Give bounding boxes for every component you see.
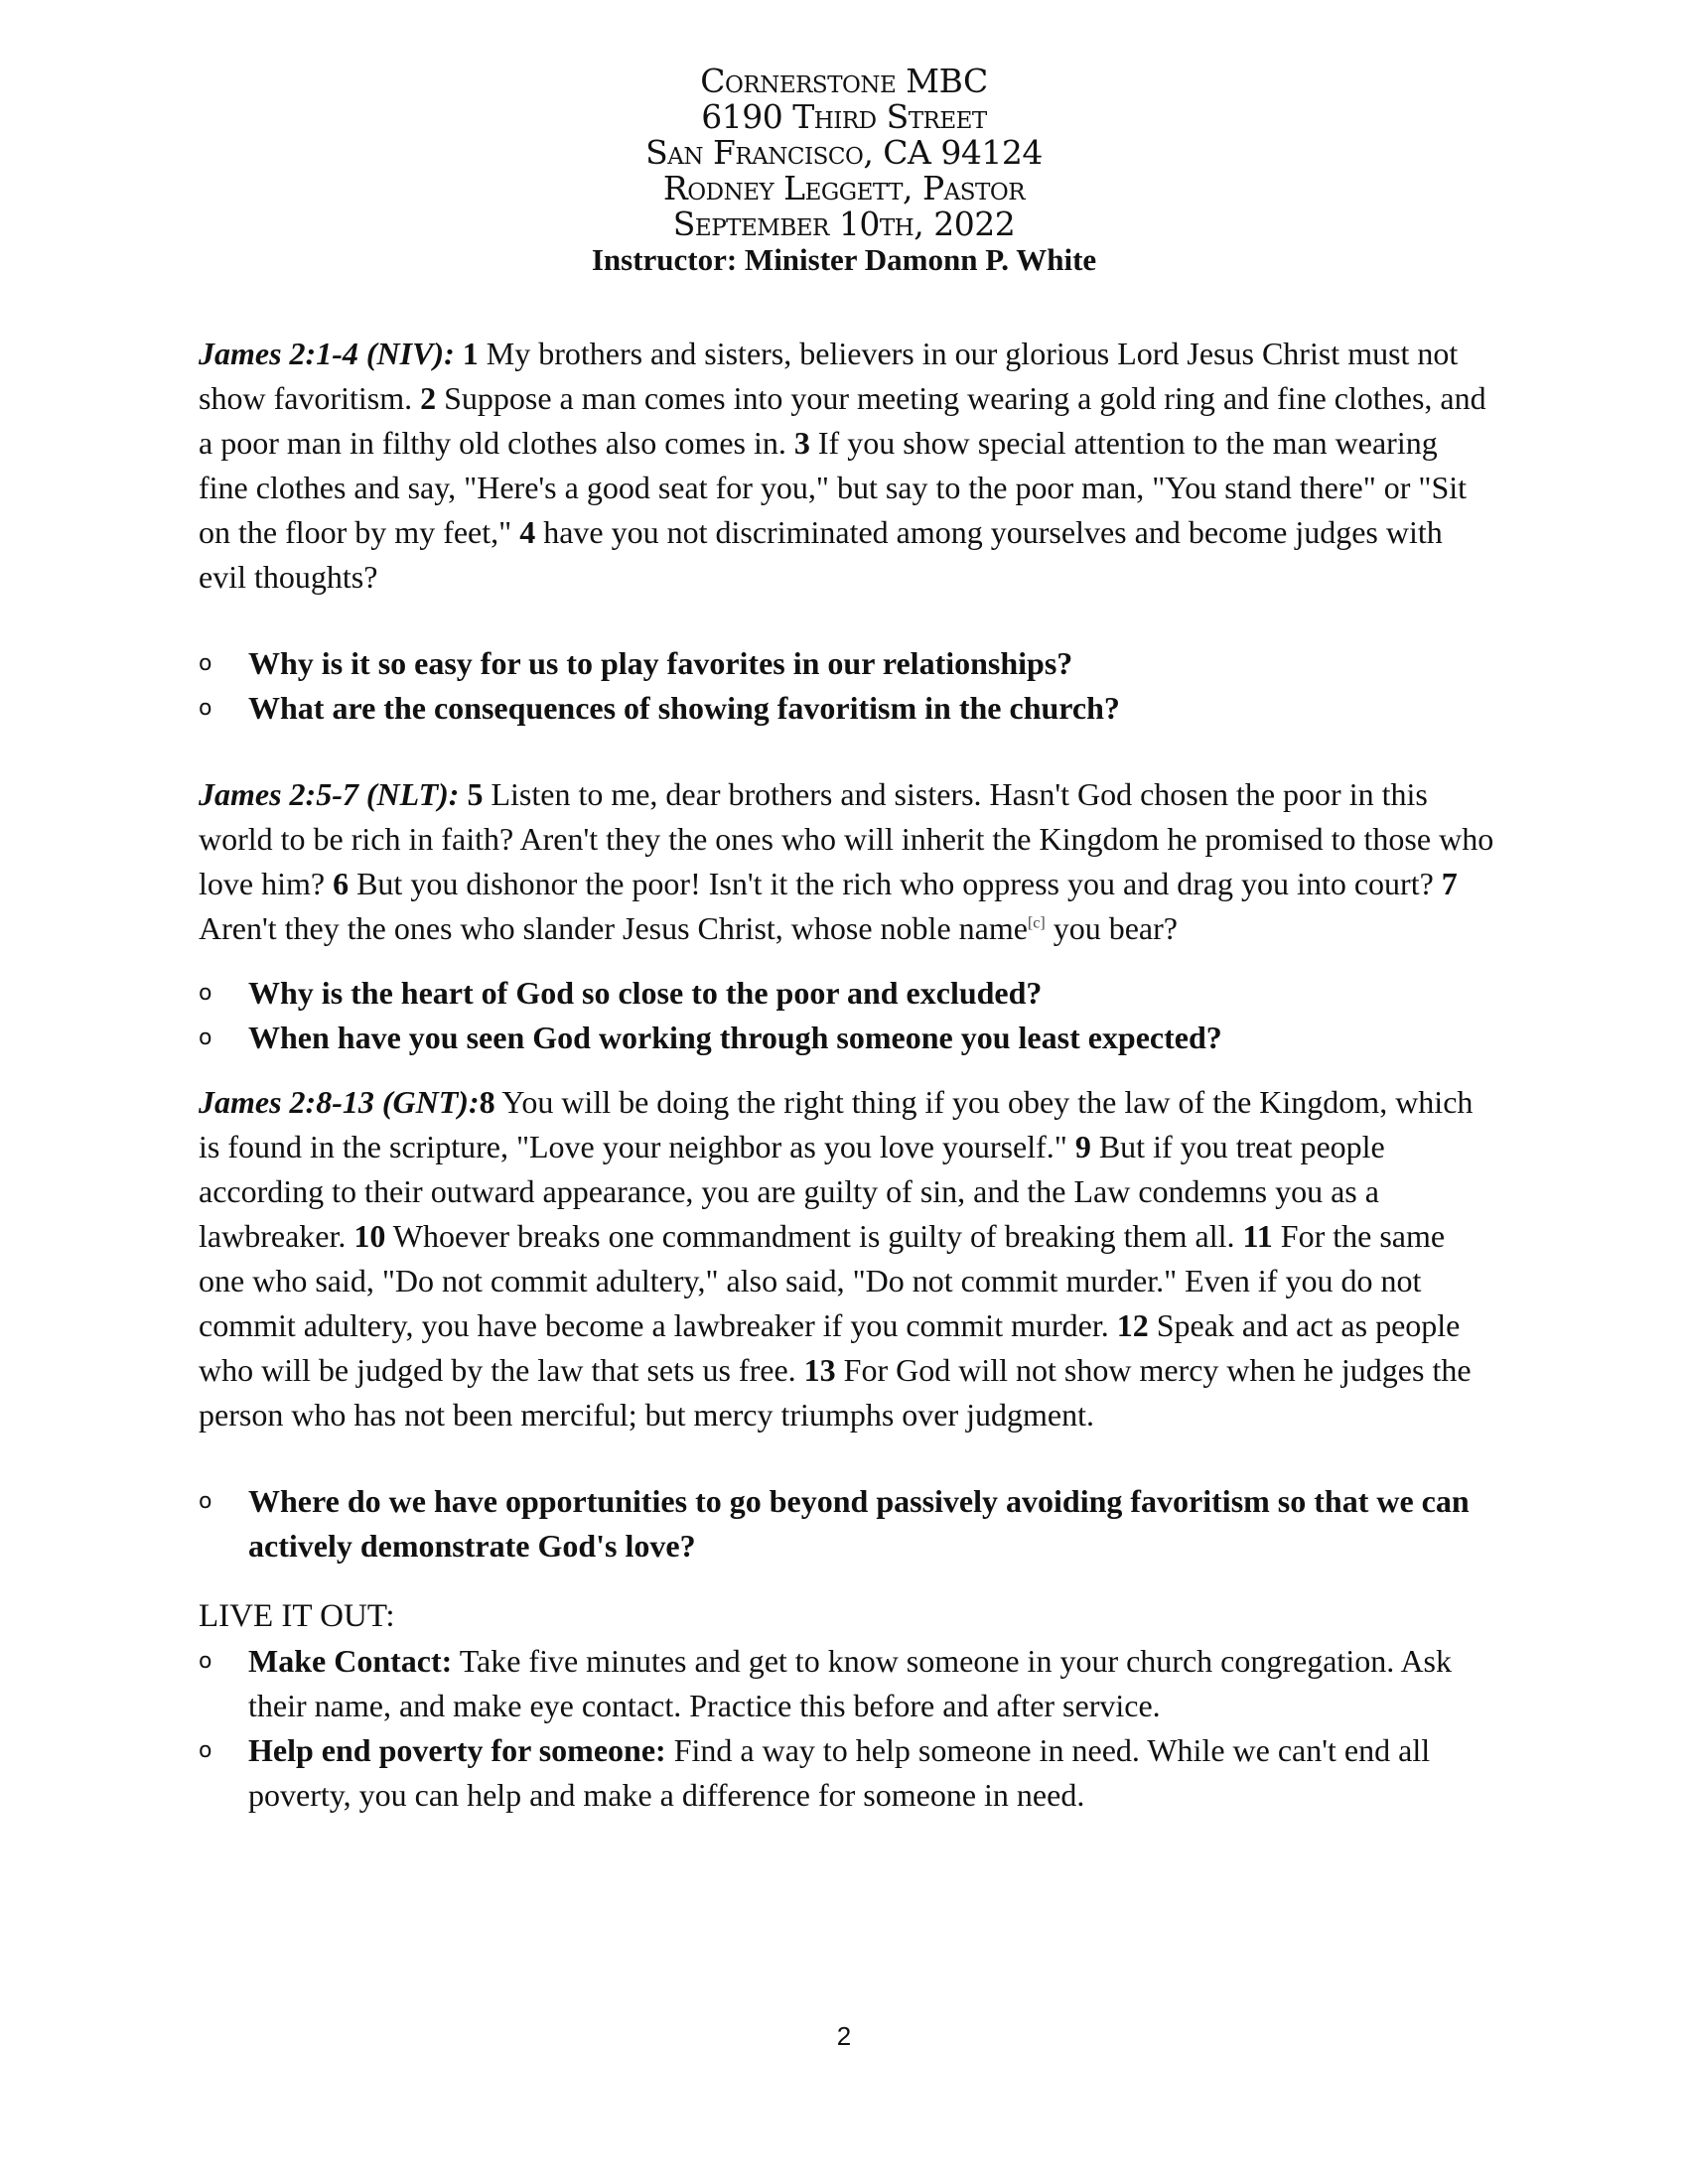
verse-text: have you not discriminated among yourselves and become judges with evil thoughts? bbox=[199, 514, 1443, 595]
bullet-circle-icon: o bbox=[199, 696, 212, 721]
verse-number: 5 bbox=[467, 776, 484, 812]
bullet-circle-icon: o bbox=[199, 981, 212, 1006]
church-city: San Francisco, CA 94124 bbox=[645, 133, 1043, 172]
page-number: 2 bbox=[836, 2021, 852, 2051]
bullet-circle-icon: o bbox=[199, 1025, 212, 1050]
letterhead bbox=[0, 64, 1688, 278]
verse-text: Suppose a man comes into your meeting wearing a gold ring and fine clothes, and a poor man in filthy old clothes also comes in. bbox=[199, 380, 1486, 461]
footnote-marker: [c] bbox=[1027, 914, 1046, 932]
pastor-line: Rodney Leggett, Pastor bbox=[662, 169, 1026, 207]
church-name: Cornerstone MBC bbox=[700, 62, 988, 100]
verse-number: 4 bbox=[519, 514, 536, 550]
passage-james-2-1-4 bbox=[199, 332, 1494, 600]
action-text: Find a way to help someone in need. While we can't end all poverty, you can help and make a difference for someone in need. bbox=[248, 1732, 1431, 1813]
passage-james-2-5-7 bbox=[199, 772, 1494, 951]
scripture-reference: James 2:5-7 (NLT): bbox=[199, 776, 460, 812]
action-text: Take five minutes and get to know someone in your church congregation. Ask their name, and make eye contact. Practice this before and after service. bbox=[248, 1643, 1452, 1723]
action-term: Make Contact: bbox=[248, 1643, 453, 1679]
verse-text: But you dishonor the poor! Isn't it the rich who oppress you and drag you into court? bbox=[349, 866, 1442, 901]
verse-number: 7 bbox=[1441, 866, 1458, 901]
scripture-reference: James 2:8-13 (GNT): bbox=[199, 1084, 480, 1120]
verse-text: Listen to me, dear brothers and sisters. Hasn't God chosen the poor in this world to be rich in faith? Aren't they the ones who will inherit the Kingdom he promised to those who love him? bbox=[199, 776, 1494, 901]
lesson-body bbox=[199, 332, 1494, 1818]
date-line: September 10th, 2022 bbox=[672, 205, 1016, 243]
bullet-circle-icon: o bbox=[199, 1649, 212, 1674]
verse-number: 9 bbox=[1074, 1129, 1091, 1164]
passage-james-2-8-13 bbox=[199, 1080, 1494, 1437]
verse-text: But if you treat people according to their outward appearance, you are guilty of sin, and the Law condemns you as a lawbreaker. bbox=[199, 1129, 1385, 1254]
verse-text: If you show special attention to the man wearing fine clothes and say, "Here's a good seat for you," but say to the poor man, "You stand there" or "Sit on the floor by my feet," bbox=[199, 425, 1468, 550]
verse-number: 12 bbox=[1116, 1307, 1149, 1343]
verse-number: 10 bbox=[353, 1218, 386, 1254]
verse-text: Whoever breaks one commandment is guilty of breaking them all. bbox=[385, 1218, 1243, 1254]
verse-text: You will be doing the right thing if you obey the law of the Kingdom, which is found in the scripture, "Love your neighbor as you love yourself." bbox=[199, 1084, 1474, 1164]
verse-number: 6 bbox=[333, 866, 350, 901]
verse-text: My brothers and sisters, believers in our glorious Lord Jesus Christ must not show favoritism. bbox=[199, 336, 1459, 416]
bullet-circle-icon: o bbox=[199, 1738, 212, 1763]
action-term: Help end poverty for someone: bbox=[248, 1732, 666, 1768]
live-it-out-heading: LIVE IT OUT: bbox=[199, 1598, 395, 1634]
verse-text: Speak and act as people who will be judged by the law that sets us free. bbox=[199, 1307, 1461, 1388]
bullet-circle-icon: o bbox=[199, 651, 212, 676]
church-street: 6190 Third Street bbox=[701, 97, 987, 136]
verse-number: 8 bbox=[479, 1084, 495, 1120]
verse-number: 11 bbox=[1242, 1218, 1273, 1254]
verse-text: you bear? bbox=[1045, 910, 1178, 946]
verse-number: 1 bbox=[462, 336, 479, 371]
discussion-question: o What are the consequences of showing favoritism in the church? bbox=[199, 686, 1494, 731]
verse-number: 13 bbox=[803, 1352, 836, 1388]
action-item bbox=[199, 1728, 1494, 1818]
bullet-circle-icon: o bbox=[199, 1489, 212, 1514]
verse-text: Aren't they the ones who slander Jesus Christ, whose noble name bbox=[199, 910, 1028, 946]
instructor-line: Instructor: Minister Damonn P. White bbox=[591, 242, 1097, 277]
discussion-questions-3 bbox=[199, 1479, 1494, 1569]
discussion-questions-2 bbox=[199, 971, 1494, 1060]
verse-text: For the same one who said, "Do not commit adultery," also said, "Do not commit murder." Even if you do not commit adultery, you have become a lawbreaker if you commit murder. bbox=[199, 1218, 1446, 1343]
discussion-question: o Where do we have opportunities to go beyond passively avoiding favoritism so that we can actively demonstrate God's love? bbox=[199, 1479, 1494, 1569]
scripture-reference: James 2:1-4 (NIV): bbox=[199, 336, 455, 371]
verse-number: 3 bbox=[793, 425, 810, 461]
live-it-out-list bbox=[199, 1639, 1494, 1818]
verse-text: For God will not show mercy when he judges the person who has not been merciful; but mercy triumphs over judgment. bbox=[199, 1352, 1472, 1433]
discussion-question: o When have you seen God working through someone you least expected? bbox=[199, 1016, 1494, 1060]
action-item bbox=[199, 1639, 1494, 1728]
discussion-question: o Why is the heart of God so close to the poor and excluded? bbox=[199, 971, 1494, 1016]
discussion-question: o Why is it so easy for us to play favorites in our relationships? bbox=[199, 641, 1494, 686]
verse-number: 2 bbox=[420, 380, 437, 416]
discussion-questions-1 bbox=[199, 641, 1494, 731]
